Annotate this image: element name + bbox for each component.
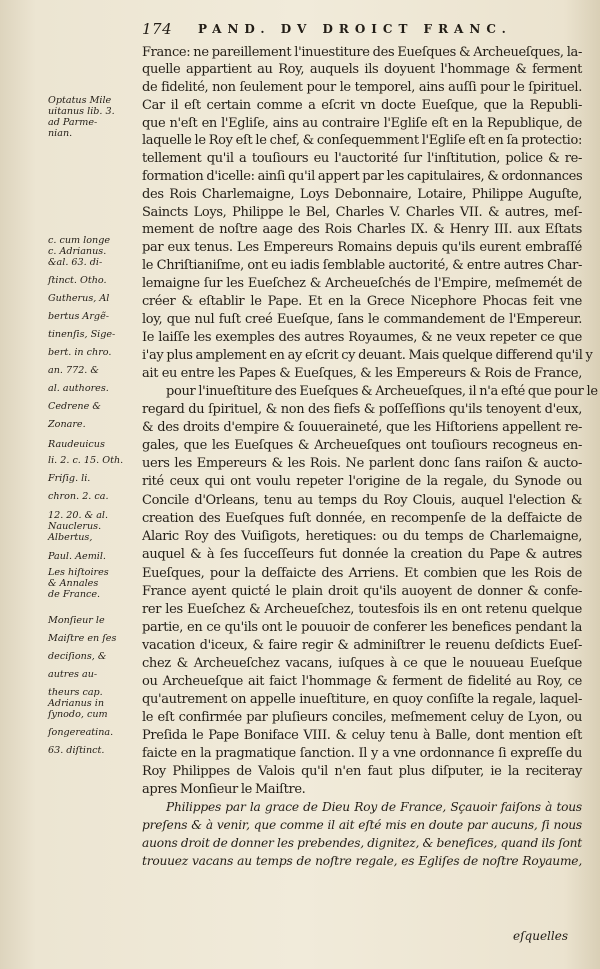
- text-line: ou Archeueſque ait faict l'hommage & ferment de fidelité au Roy, ce: [142, 674, 582, 689]
- margin-note: ſongereatina.: [48, 727, 114, 738]
- text-line: ait eu entre les Papes & Eueſques, & les Empereurs & Rois de France,: [142, 366, 582, 381]
- text-line: rité ceux qui ont voulu repeter l'origine de la regale, du Synode ou: [142, 474, 582, 489]
- margin-note: c. Adrianus.: [48, 246, 107, 257]
- running-title: PAND. DV DROICT FRANC.: [198, 22, 512, 36]
- margin-note: tinenſis, Sige-: [48, 329, 116, 340]
- margin-note: autres au-: [48, 669, 98, 680]
- text-line: par eux tenus. Les Empereurs Romains depuis qu'ils eurent embraſſé: [142, 240, 582, 255]
- margin-note: theurs cap.: [48, 687, 103, 698]
- text-line: des Rois Charlemaigne, Loys Debonnaire, Lotaire, Philippe Auguſte,: [142, 187, 582, 202]
- margin-note: Adrianus in: [48, 698, 105, 709]
- text-line: regard du ſpirituel, & non des fiefs & poſſeſſions qu'ils tenoyent d'eux,: [142, 402, 582, 417]
- margin-note: uitanus lib. 3.: [48, 106, 115, 117]
- text-line: laquelle le Roy eſt le chef, & conſequemment l'Egliſe eſt en ſa protectio:: [142, 133, 582, 148]
- text-line: Alaric Roy des Vuiſigots, heretiques: ou du temps de Charlemaigne,: [142, 529, 582, 544]
- text-line: Philippes par la grace de Dieu Roy de France, Sçauoir faiſons à tous: [166, 800, 582, 814]
- text-line: i'ay plus amplement en ay eſcrit cy deuant. Mais quelque differend qu'il y: [142, 348, 593, 363]
- text-line: de fidelité, non ſeulement pour le temporel, ains auſſi pour le ſpirituel.: [142, 80, 582, 95]
- margin-note: ſtinct. Otho.: [48, 275, 107, 286]
- text-line: mement de noſtre aage des Rois Charles IX. & Henry III. aux Eſtats: [142, 222, 582, 237]
- text-line: Saincts Loys, Philippe le Bel, Charles V. Charles VII. & autres, meſ-: [142, 205, 582, 220]
- margin-note: an. 772. &: [48, 365, 99, 376]
- text-line: faicte en la pragmatique ſanction. Il y a vne ordonnance ſi expreſſe du: [142, 746, 582, 761]
- margin-note: Paul. Aemil.: [48, 551, 106, 562]
- margin-note: al. authores.: [48, 383, 109, 394]
- text-line: & des droits d'empire & ſouueraineté, que les Hiſtoriens appellent re-: [142, 420, 582, 435]
- text-line: trouuez vacans au temps de noſtre regale, es Egliſes de noſtre Royaume,: [142, 854, 582, 868]
- running-head: [142, 20, 570, 42]
- text-line: Car il eſt certain comme a eſcrit vn docte Eueſque, que la Republi-: [142, 98, 582, 113]
- margin-note: &al. 63. di-: [48, 257, 103, 268]
- text-line: qu'autrement on appelle inueſtiture, en quoy conſiſte la regale, laquel-: [142, 692, 582, 707]
- text-line: que n'eſt en l'Egliſe, ains au contraire l'Egliſe eſt en la Republique, de: [142, 116, 582, 131]
- text-line: Roy Philippes de Valois qu'il n'en faut plus diſputer, ie la reciteray: [142, 764, 582, 779]
- text-line: rer les Eueſchez & Archeueſchez, toutesfois ils en ont retenu quelque: [142, 602, 582, 617]
- margin-note: 12. 20. & al.: [48, 510, 109, 521]
- text-line: loy, que nul fuſt creé Eueſque, ſans le commandement de l'Empereur.: [142, 312, 582, 327]
- text-line: apres Monſieur le Maiſtre.: [142, 782, 306, 797]
- text-line: auons droit de donner les prebendes, dignitez, & benefices, quand ils ſont: [142, 836, 582, 850]
- text-line: chez & Archeueſchez vacans, iuſques à ce que le nouueau Eueſque: [142, 656, 582, 671]
- margin-note: li. 2. c. 15. Oth.: [48, 455, 124, 466]
- margin-note: Les hiſtoires: [48, 567, 109, 578]
- page-number: 174: [142, 20, 173, 38]
- margin-note: deciſions, &: [48, 651, 107, 662]
- text-line: Eueſques, pour la deſfaicte des Arriens. Et combien que les Rois de: [142, 566, 582, 581]
- catchword: eſquelles: [513, 929, 568, 943]
- text-line: le Chriſtianiſme, ont eu iadis ſemblable auctorité, & entre autres Char-: [142, 258, 582, 273]
- text-line: Concile d'Orleans, tenu au temps du Roy Clouis, auquel l'election &: [142, 493, 582, 508]
- margin-note: Raudeuicus: [48, 439, 105, 450]
- text-line: preſens & à venir, que comme il ait eſté mis en doute par aucuns, ſi nous: [142, 818, 582, 832]
- margin-note: de France.: [48, 589, 101, 600]
- text-line: Ie laiſſe les exemples des autres Royaumes, & ne veux repeter ce que: [142, 330, 582, 345]
- margin-note: chron. 2. ca.: [48, 491, 109, 502]
- text-line: vacation d'iceux, & faire regir & adminiſtrer le reuenu deſdicts Eueſ-: [142, 638, 582, 653]
- margin-note: bertus Argẽ-: [48, 311, 109, 322]
- text-line: tellement qu'il a touſiours eu l'auctorité ſur l'inſtitution, police & re-: [142, 151, 582, 166]
- text-line: uers les Empereurs & les Rois. Ne parlent donc ſans raiſon & aucto-: [142, 456, 582, 471]
- margin-note: Maiſtre en ſes: [48, 633, 117, 644]
- margin-note: Nauclerus.: [48, 521, 102, 532]
- text-line: France ayent quicté le plain droit qu'ils auoyent de donner & confe-: [142, 584, 582, 599]
- text-line: gales, que les Eueſques & Archeueſques ont touſiours recogneus en-: [142, 438, 582, 453]
- margin-note: & Annales: [48, 578, 99, 589]
- margin-note: Cedrene &: [48, 401, 101, 412]
- text-line: le eſt confirmée par pluſieurs conciles, meſmement celuy de Lyon, ou: [142, 710, 582, 725]
- margin-note: bert. in chro.: [48, 347, 112, 358]
- text-line: Preſida le Pape Boniface VIII. & celuy tenu à Balle, dont mention eſt: [142, 728, 582, 743]
- text-line: créer & eſtablir le Pape. Et en la Grece Nicephore Phocas feit vne: [142, 294, 582, 309]
- margin-note: nian.: [48, 128, 73, 139]
- margin-note: Albertus,: [48, 532, 93, 543]
- margin-note: Gutherus, Al: [48, 293, 110, 304]
- margin-note: ad Parme-: [48, 117, 98, 128]
- text-line: lemaigne ſur les Eueſchez & Archeueſchés de l'Empire, meſmemét de: [142, 276, 582, 291]
- text-line: creation des Eueſques fuſt donnée, en recompenſe de la deſfaicte de: [142, 511, 582, 526]
- text-line: pour l'inueſtiture des Eueſques & Archeueſques, il n'a eſté que pour le: [166, 384, 598, 399]
- margin-note: c. cum longe: [48, 235, 111, 246]
- text-line: France: ne pareillement l'inuestiture des Eueſques & Archeueſques, la-: [142, 45, 582, 60]
- text-line: formation d'icelle: ainſi qu'il appert par les capitulaires, & ordonnances: [142, 169, 583, 184]
- margin-note: ſynodo, cum: [48, 709, 108, 720]
- margin-note: Monſieur le: [48, 615, 105, 626]
- margin-note: Optatus Mile: [48, 95, 112, 106]
- text-line: partie, en ce qu'ils ont le pouuoir de conferer les benefices pendant la: [142, 620, 582, 635]
- margin-note: 63. diſtinct.: [48, 745, 105, 756]
- text-line: auquel & à ſes ſucceſſeurs fut donnée la creation du Pape & autres: [142, 547, 582, 562]
- text-line: quelle appartient au Roy, auquels ils doyuent l'hommage & ferment: [142, 62, 582, 77]
- margin-note: Zonare.: [48, 419, 86, 430]
- margin-note: Friſig. li.: [48, 473, 91, 484]
